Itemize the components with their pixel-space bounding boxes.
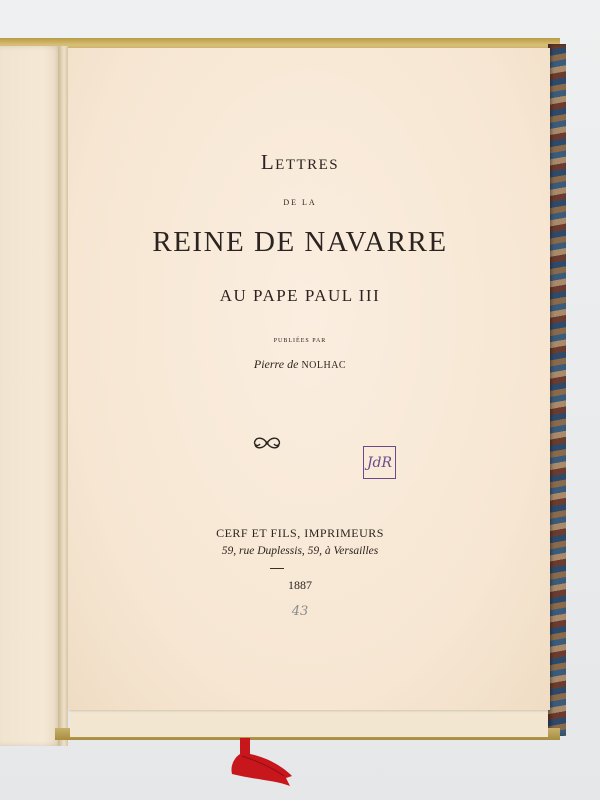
publication-year: 1887	[288, 578, 312, 592]
title-line-au-pape: AU PAPE PAUL III	[219, 286, 381, 305]
title-line-de-la: DE LA	[283, 198, 317, 207]
published-by-label: PUBLIÉES PAR	[273, 338, 327, 344]
editor-last-name: NOLHAC	[301, 360, 347, 371]
marbled-endpaper-edge	[548, 44, 566, 736]
printer-address: 59, rue Duplessis, 59, à Versailles	[221, 545, 379, 557]
ornament-flourish-icon	[250, 434, 284, 452]
title-line-lettres: Lettres	[260, 150, 340, 174]
bookmark-ribbon-icon	[226, 736, 296, 792]
editor-name	[0, 357, 600, 372]
title-line-reine-de-navarre: REINE DE NAVARRE	[152, 226, 448, 258]
handwritten-pencil-note: 43	[291, 604, 309, 619]
library-stamp: JdR	[363, 446, 396, 479]
divider-dash	[270, 568, 284, 569]
editor-first-name: Pierre de	[253, 357, 299, 371]
printer-name: CERF ET FILS, IMPRIMEURS	[216, 526, 384, 540]
